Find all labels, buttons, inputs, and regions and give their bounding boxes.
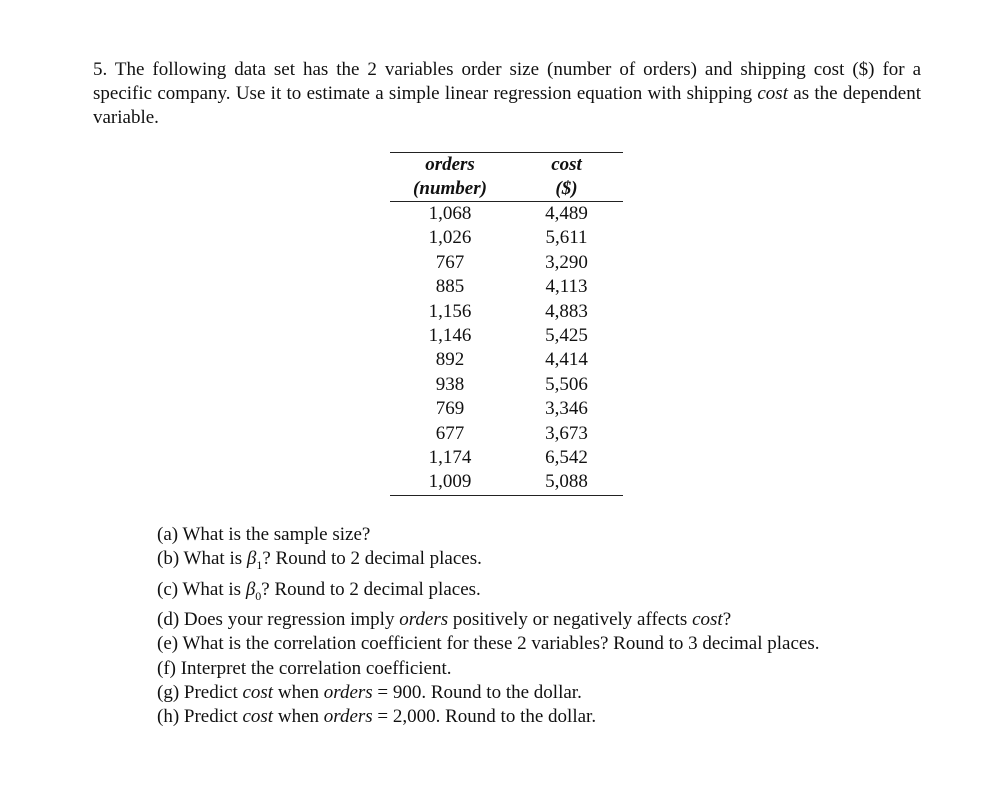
table-row: [390, 373, 623, 397]
question-h-mid: when: [273, 706, 324, 728]
question-g-italic-cost: cost: [242, 682, 274, 704]
question-d-italic-cost: cost: [692, 608, 723, 630]
cell-orders: 938: [435, 373, 465, 395]
cell-orders: 1,146: [428, 325, 472, 347]
beta-1-symbol: [246, 548, 263, 573]
question-g-mid: when: [273, 682, 324, 704]
cell-orders: 677: [435, 422, 465, 444]
cell-cost: 4,883: [545, 300, 588, 322]
beta-1-glyph: β: [246, 548, 257, 570]
question-g-pre: (g) Predict: [157, 682, 243, 704]
beta-0-symbol: [245, 578, 262, 603]
cell-orders: 1,009: [390, 470, 510, 495]
cell-orders: 1,068: [428, 203, 472, 224]
cell-cost: 4,113: [545, 276, 588, 298]
table-row: [390, 446, 623, 470]
question-h: [157, 705, 937, 729]
question-d: [157, 608, 937, 632]
problem-text-2: as the dependent variable.: [93, 83, 921, 128]
question-e: [157, 632, 937, 656]
table-unit-row: [390, 177, 623, 202]
cell-orders: 1,174: [428, 447, 472, 469]
cell-orders: 1,156: [428, 300, 472, 322]
question-e-text: (e) What is the correlation coefficient for these 2 variables? Round to 3 decimal places.: [157, 633, 820, 655]
table-header-row: [390, 153, 623, 178]
cell-cost: 5,088: [510, 470, 623, 495]
question-h-italic-cost: cost: [242, 706, 274, 728]
table-body: [390, 202, 623, 496]
question-b-pre: (b) What is: [157, 548, 247, 570]
question-d-post: ?: [722, 608, 732, 630]
cell-cost: 3,673: [545, 422, 588, 444]
cell-cost: 4,489: [545, 203, 588, 224]
question-f-text: (f) Interpret the correlation coefficient.: [157, 657, 452, 679]
cell-cost: 5,611: [545, 227, 588, 249]
beta-1-subscript: 1: [256, 558, 263, 573]
question-d-mid: positively or negatively affects: [448, 608, 693, 630]
question-a: [157, 523, 937, 547]
question-c-pre: (c) What is: [157, 578, 246, 600]
problem-statement: [93, 58, 921, 130]
problem-number: 5.: [93, 59, 108, 80]
header-cost-unit: ($): [510, 177, 623, 202]
question-h-post: = 2,000. Round to the dollar.: [372, 706, 597, 728]
question-g-italic-orders: orders: [323, 682, 373, 704]
cell-orders: 885: [435, 276, 465, 298]
table-row: [390, 275, 623, 299]
question-g-post: = 900. Round to the dollar.: [372, 682, 582, 704]
question-list: [157, 523, 937, 730]
question-b: [157, 547, 937, 577]
data-table: [390, 152, 623, 496]
table-row: [390, 251, 623, 275]
cell-cost: 3,290: [545, 251, 588, 273]
problem-text-italic: cost: [757, 83, 788, 104]
table-row: [390, 470, 623, 495]
header-orders: orders: [390, 153, 510, 178]
table-row: [390, 422, 623, 446]
cell-cost: 5,506: [545, 373, 588, 395]
cell-orders: 892: [435, 349, 465, 371]
table-row: [390, 324, 623, 348]
question-g: [157, 681, 937, 705]
problem-text-1: The following data set has the 2 variables order size (number of orders) and shipping cost ($) for a specific company. Use it to estimate a simple linear regression equation with shipping: [93, 59, 921, 104]
question-d-italic-orders: orders: [399, 608, 449, 630]
header-orders-unit: (number): [390, 177, 510, 202]
question-f: [157, 657, 937, 681]
question-h-pre: (h) Predict: [157, 706, 243, 728]
cell-cost: 5,425: [545, 325, 588, 347]
question-d-pre: (d) Does your regression imply: [157, 608, 400, 630]
table-row: [390, 348, 623, 372]
question-h-italic-orders: orders: [323, 706, 373, 728]
cell-cost: 3,346: [545, 398, 588, 420]
table-row: [390, 397, 623, 421]
beta-0-glyph: β: [245, 578, 256, 600]
cell-cost: 6,542: [545, 447, 588, 469]
cell-orders: 769: [435, 398, 465, 420]
question-c: [157, 578, 937, 608]
cell-orders: 1,026: [428, 227, 472, 249]
header-cost: cost: [510, 153, 623, 178]
table-row: [390, 226, 623, 250]
cell-cost: 4,414: [545, 349, 588, 371]
beta-0-subscript: 0: [255, 588, 262, 603]
table-row: [390, 202, 623, 227]
question-c-post: ? Round to 2 decimal places.: [261, 578, 481, 600]
cell-orders: 767: [435, 251, 465, 273]
question-a-text: (a) What is the sample size?: [157, 524, 371, 545]
question-b-post: ? Round to 2 decimal places.: [262, 548, 482, 570]
table-row: [390, 300, 623, 324]
